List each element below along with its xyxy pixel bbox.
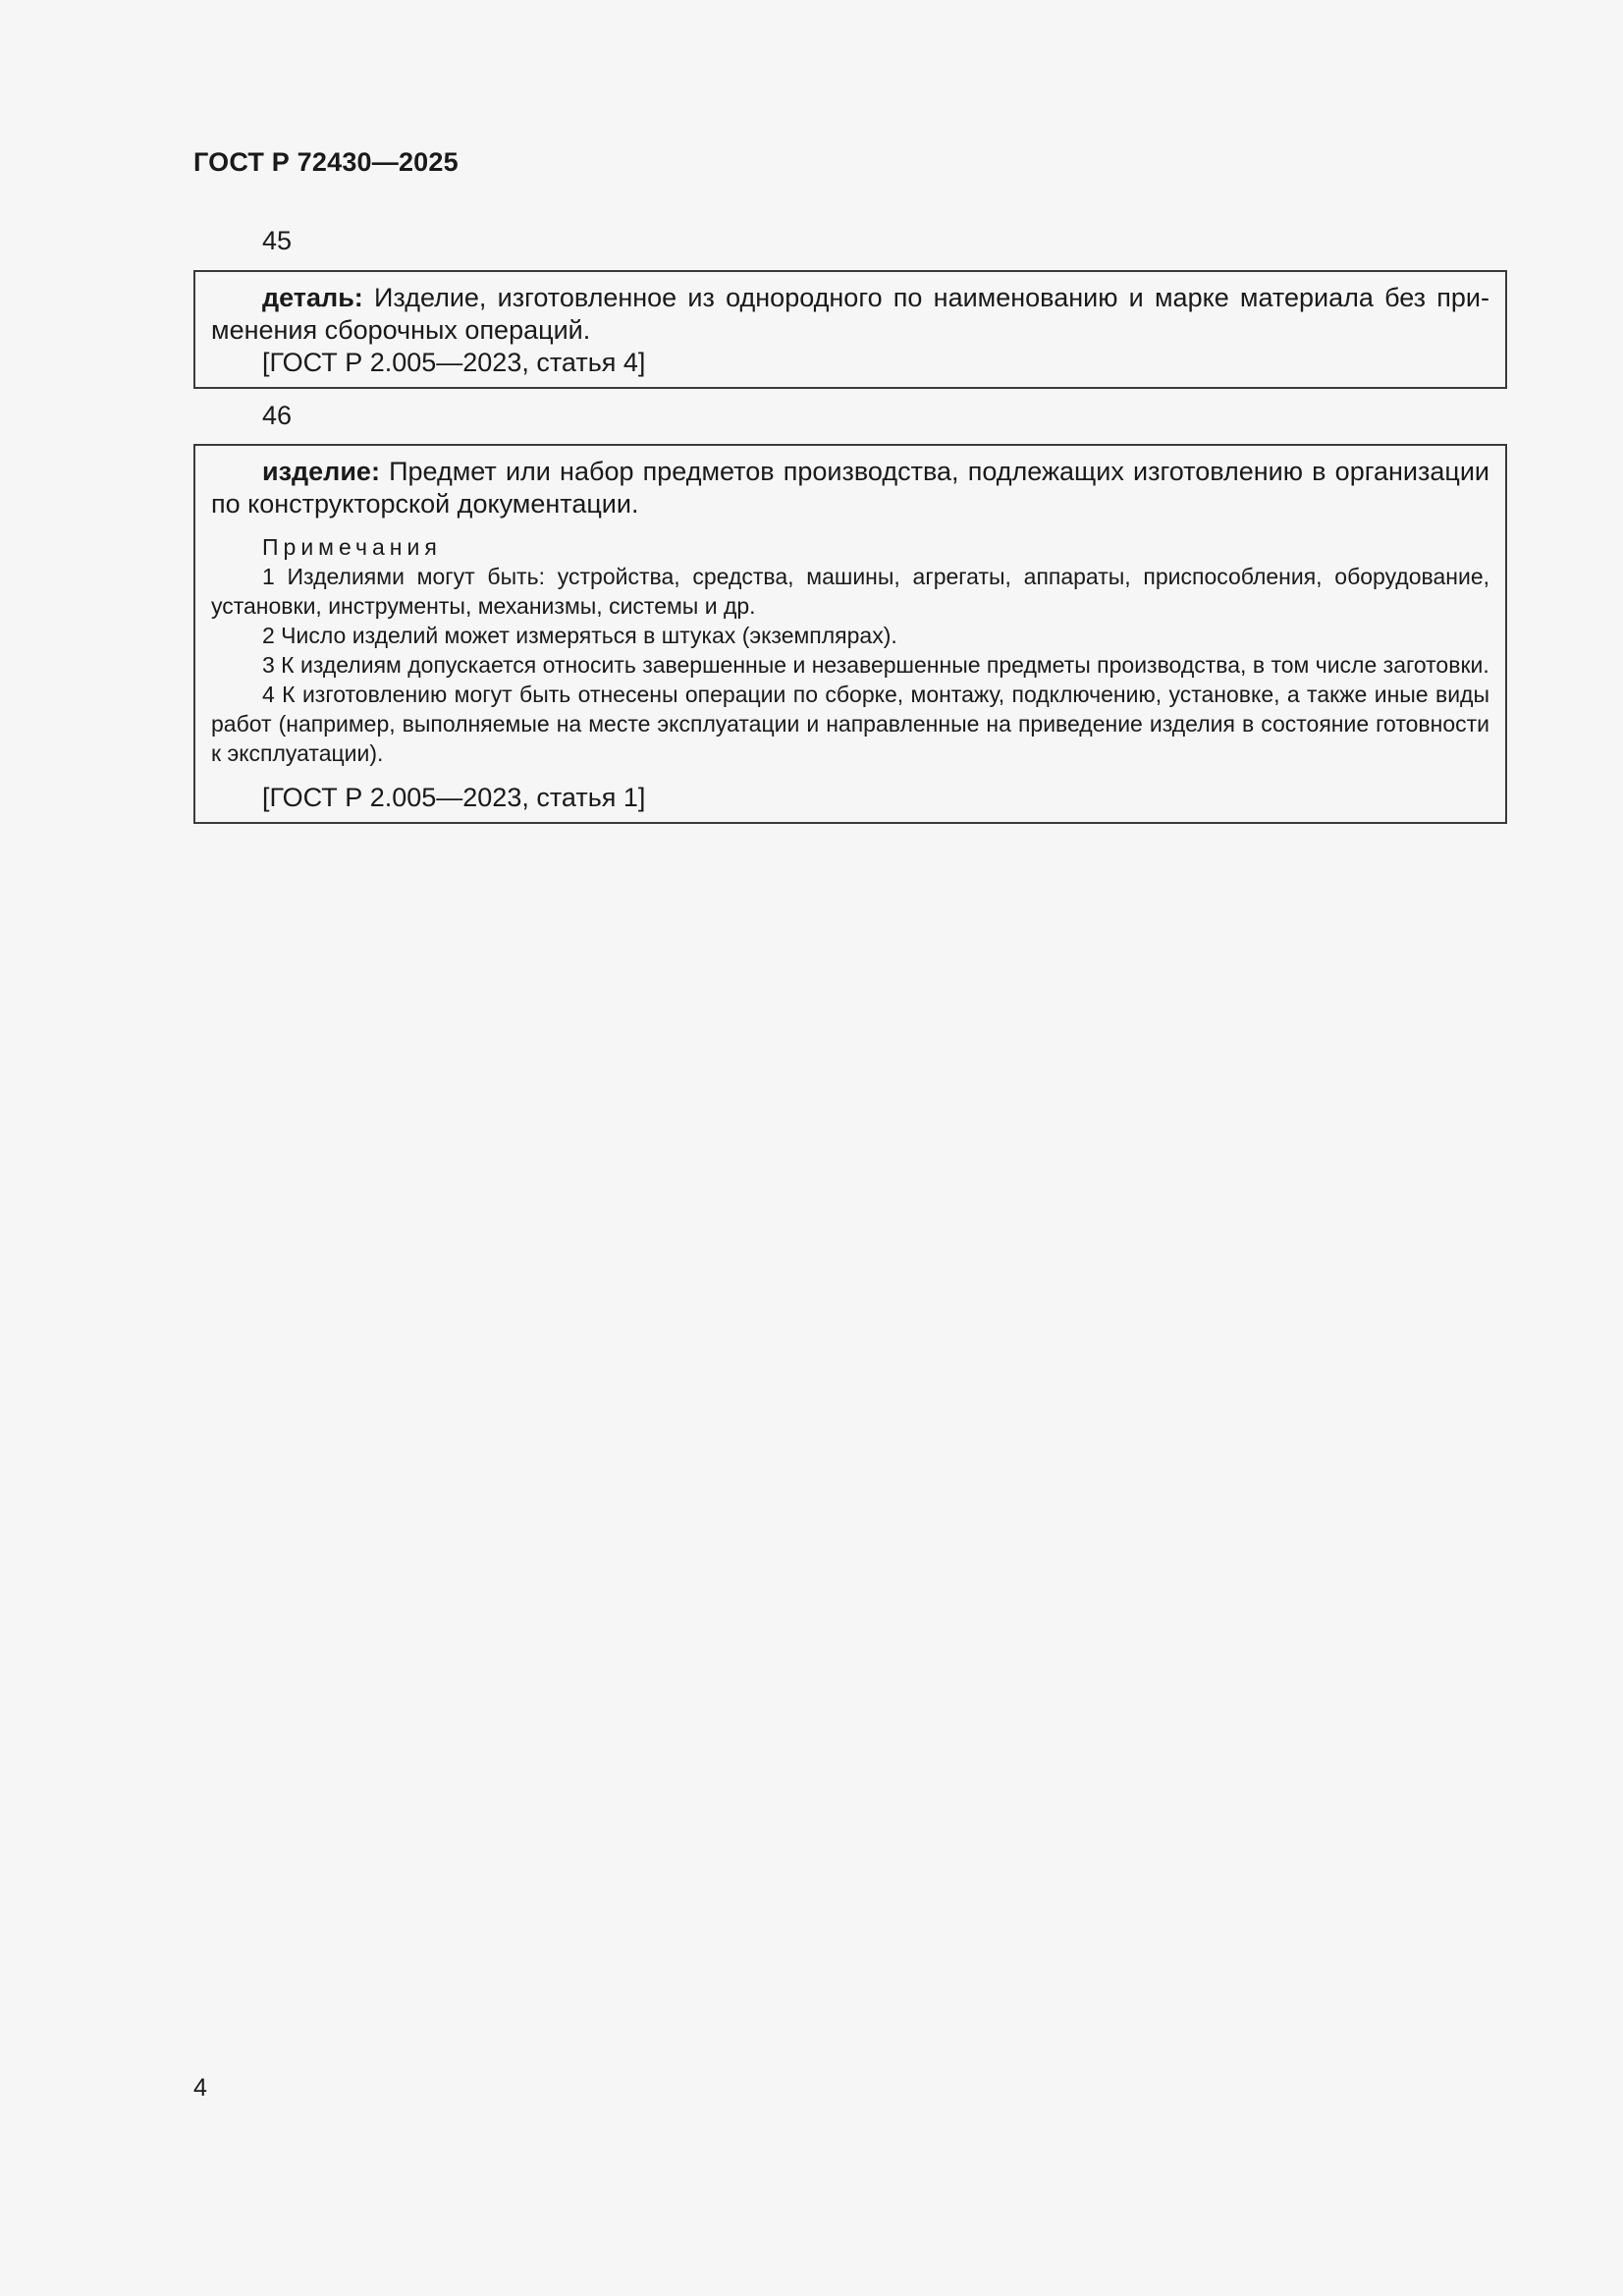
source-reference: [ГОСТ Р 2.005—2023, статья 4] xyxy=(262,348,646,377)
note-item: 1 Изделиями могут быть: устройства, средства, машины, агрегаты, аппараты, приспособления, оборудование, установки, инструменты, механизмы, системы и др. xyxy=(211,564,1489,619)
term-definition-box xyxy=(193,444,1507,824)
document-header: ГОСТ Р 72430—2025 xyxy=(193,147,459,177)
notes-block xyxy=(211,532,1489,768)
note-item: 4 К изготовлению могут быть отнесены операции по сборке, монтажу, подключению, установке, а также иные виды работ (например, выполняемые на месте эксплуатации и направленные на приведение изделия в состояние готовности к эксплуатации). xyxy=(211,682,1489,766)
term-definition-box xyxy=(193,270,1507,389)
source-reference: [ГОСТ Р 2.005—2023, статья 1] xyxy=(262,783,646,812)
term-definition xyxy=(211,282,1489,347)
note-item: 3 К изделиям допускается относить завершенные и незавершенные предметы производства, в том числе заготовки. xyxy=(262,652,1489,678)
term-number: 46 xyxy=(262,401,293,430)
page-number: 4 xyxy=(193,2074,207,2102)
definition-text: Изделие, изготовленное из однородного по наименованию и марке материала без применения сборочных операций. xyxy=(211,283,1489,345)
notes-title: Примечания xyxy=(262,534,442,560)
note-item: 2 Число изделий может измеряться в штуках (экземплярах). xyxy=(262,623,897,648)
definition-text: Предмет или набор предметов производства, подлежащих изготовлению в организации по конструкторской документации. xyxy=(211,457,1489,519)
term-number: 45 xyxy=(262,226,293,255)
term-name: изделие: xyxy=(262,457,380,486)
term-definition xyxy=(211,456,1489,520)
term-name: деталь: xyxy=(262,283,363,312)
